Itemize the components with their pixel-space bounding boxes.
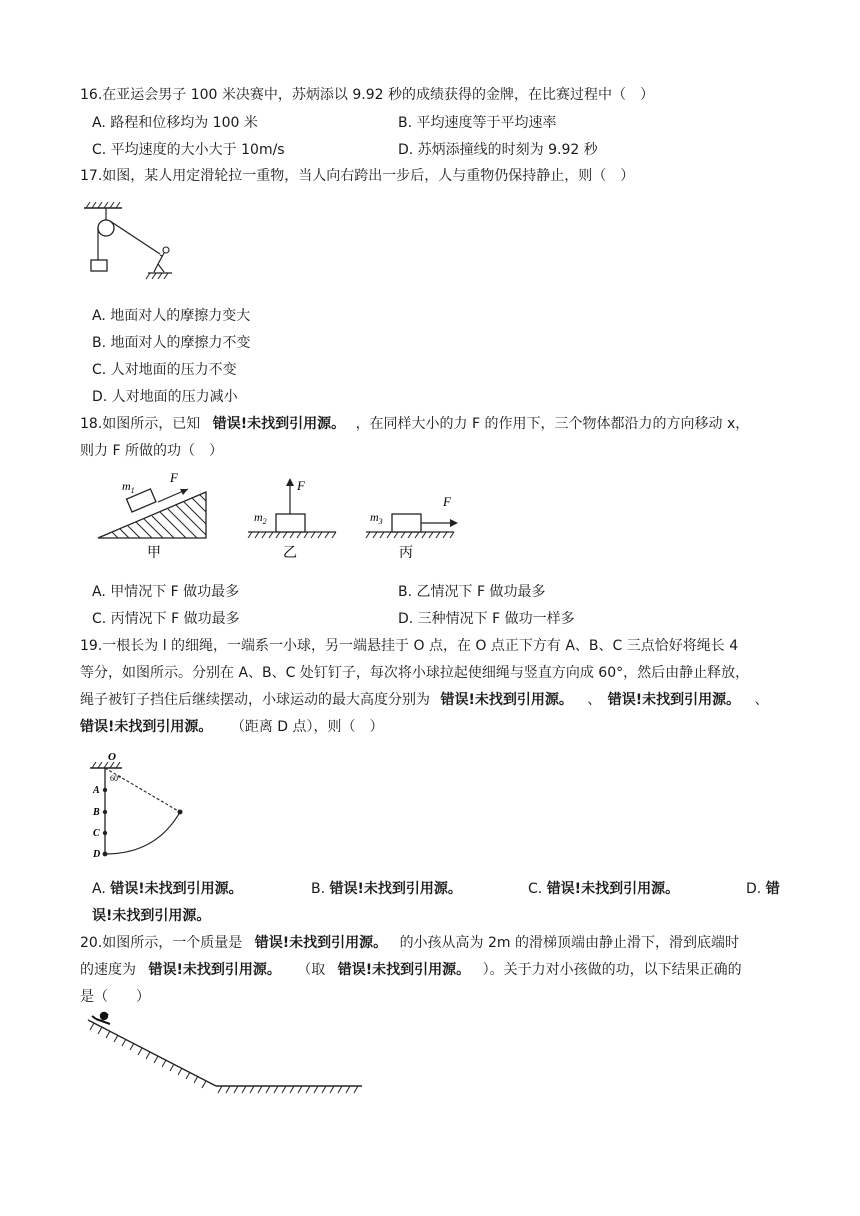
fig19-label-o: O (108, 751, 116, 763)
work-figure (96, 470, 476, 562)
slide-figure (82, 1010, 368, 1102)
q20-error-ref-3: 错误!未找到引用源。 (337, 962, 471, 978)
q19-line3 (80, 690, 769, 710)
q19-line2: 等分，如图所示。分别在 A、B、C 处钉钉子，每次将小球拉起使细绳与竖直方向成 60°，然后由静止释放， (80, 665, 750, 681)
q18-option-a: A. 甲情况下 F 做功最多 (92, 584, 240, 600)
fig18-m1-label: $m_1$ (122, 479, 135, 495)
fig18-f3-label: F (443, 494, 451, 509)
q19-option-d (746, 879, 780, 899)
q20-error-ref-1: 错误!未找到引用源。 (254, 935, 388, 951)
q19-option-a-error: 错误!未找到引用源。 (110, 881, 243, 897)
q16-stem: 16.在亚运会男子 100 米决赛中，苏炳添以 9.92 秒的成绩获得的金牌，在比赛过程中（ ） (80, 87, 654, 103)
q20-line2-mid: （取 (297, 962, 326, 978)
q20-error-ref-2: 错误!未找到引用源。 (148, 962, 281, 978)
q18-line1-post: ，在同样大小的力 F 的作用下，三个物体都沿力的方向移动 x， (355, 416, 750, 432)
fig19-label-d: D (93, 849, 101, 860)
fig18-f1-label: F (170, 470, 178, 485)
q19-option-a (92, 879, 243, 899)
q19-option-c-letter: C. (528, 881, 543, 897)
q19-option-d-error-1: 错 (765, 881, 780, 897)
q16-option-d: D. 苏炳添撞线的时刻为 9.92 秒 (398, 142, 598, 158)
q17-stem: 17.如图，某人用定滑轮拉一重物，当人向右跨出一步后，人与重物仍保持静止，则（ ） (80, 168, 635, 184)
q19-sep-2: 、 (754, 692, 769, 708)
q19-error-ref-1: 错误!未找到引用源。 (440, 692, 573, 708)
q19-option-b (311, 879, 462, 899)
q19-option-d-error-2: 误!未找到引用源。 (92, 908, 211, 924)
q18-line1-pre: 18.如图所示，已知 (80, 416, 201, 432)
q18-option-d: D. 三种情况下 F 做功一样多 (398, 611, 575, 627)
q18-option-c: C. 丙情况下 F 做功最多 (92, 611, 240, 627)
fig18-f2-label: F (297, 478, 305, 493)
q19-error-ref-3: 错误!未找到引用源。 (80, 719, 213, 735)
q17-option-d: D. 人对地面的压力减小 (92, 389, 238, 405)
pulley-figure (80, 200, 190, 282)
fig18-m3-label: $m_3$ (370, 510, 383, 526)
fig18-caption-jia: 甲 (147, 546, 161, 561)
q20-line3: 是（ ） (80, 989, 150, 1005)
fig19-label-c: C (93, 828, 100, 839)
q16-option-a: A. 路程和位移均为 100 米 (92, 115, 258, 131)
q19-line4 (80, 717, 384, 737)
q18-line2: 则力 F 所做的功（ ） (80, 443, 223, 459)
q19-option-c-error: 错误!未找到引用源。 (546, 881, 680, 897)
q18-error-ref: 错误!未找到引用源。 (212, 416, 346, 432)
q20-line1-pre: 20.如图所示，一个质量是 (80, 935, 243, 951)
q20-line2 (80, 960, 742, 980)
fig19-label-b: B (93, 807, 100, 818)
fig19-label-a: A (93, 785, 100, 796)
q18-line1 (80, 414, 749, 434)
q17-option-a: A. 地面对人的摩擦力变大 (92, 308, 251, 324)
q20-line1 (80, 933, 739, 953)
q17-option-b: B. 地面对人的摩擦力不变 (92, 335, 251, 351)
q16-option-c: C. 平均速度的大小大于 10m/s (92, 142, 285, 158)
q19-option-b-error: 错误!未找到引用源。 (329, 881, 462, 897)
q19-error-ref-2: 错误!未找到引用源。 (607, 692, 741, 708)
fig18-caption-yi: 乙 (283, 546, 297, 561)
q19-line1: 19.一根长为 l 的细绳，一端系一小球，另一端悬挂于 O 点，在 O 点正下方有 A、B、C 三点恰好将绳长 4 (80, 638, 739, 654)
q19-option-a-letter: A. (92, 881, 106, 897)
fig18-caption-bing: 丙 (399, 546, 413, 561)
q19-line3-pre: 绳子被钉子挡住后继续摆动，小球运动的最大高度分别为 (80, 692, 430, 708)
q20-line2-post: ）。关于力对小孩做的功，以下结果正确的 (482, 962, 742, 978)
q18-option-b: B. 乙情况下 F 做功最多 (398, 584, 546, 600)
q19-line4-post: （距离 D 点），则（ ） (230, 719, 384, 735)
q20-line2-pre: 的速度为 (80, 962, 136, 978)
q17-option-c: C. 人对地面的压力不变 (92, 362, 237, 378)
q20-line1-post: 的小孩从高为 2m 的滑梯顶端由静止滑下，滑到底端时 (399, 935, 740, 951)
q19-sep-1: 、 (587, 692, 602, 708)
q19-option-d-letter: D. (746, 881, 762, 897)
pendulum-figure (86, 750, 196, 864)
q16-option-b: B. 平均速度等于平均速率 (398, 115, 557, 131)
fig18-m2-label: $m_2$ (254, 510, 267, 526)
fig19-angle-label: 60° (110, 774, 122, 783)
q19-option-c (528, 879, 679, 899)
q19-option-b-letter: B. (311, 881, 326, 897)
